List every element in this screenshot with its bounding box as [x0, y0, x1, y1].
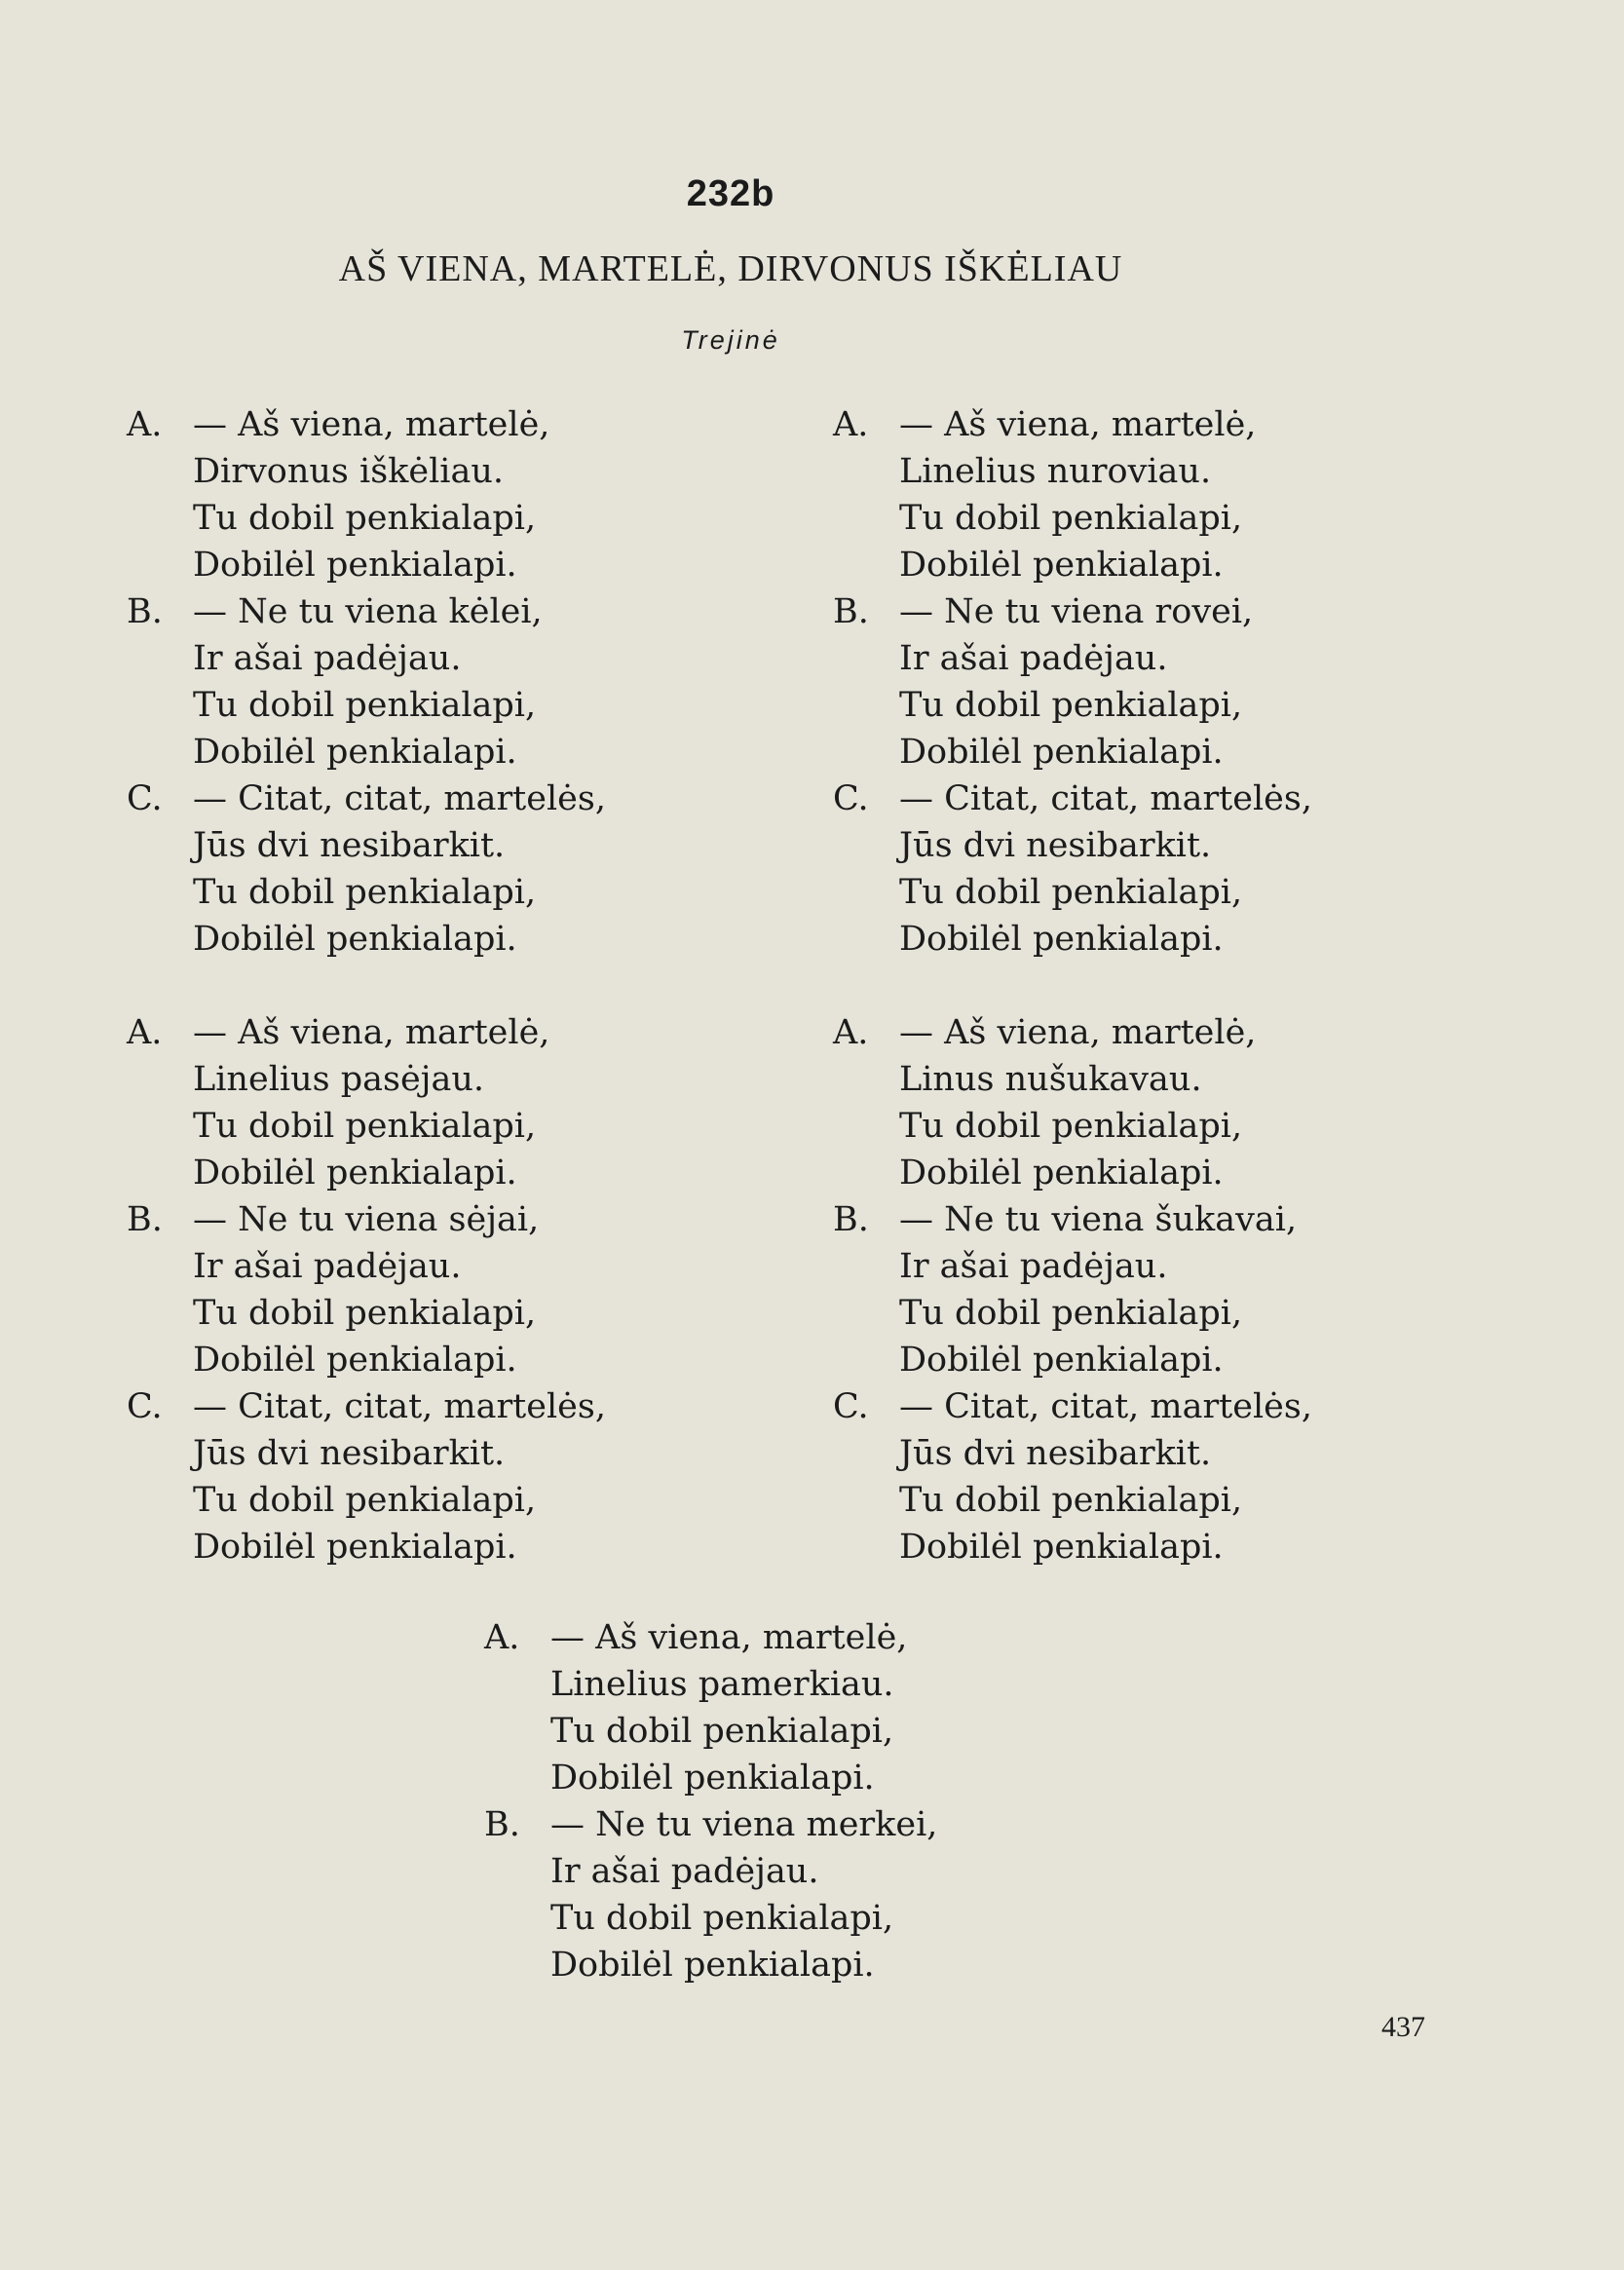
verse [484, 1801, 1186, 1988]
verse-line: Dobilėl penkialapi. [899, 1528, 1224, 1567]
verse-line-text: — Citat, citat, martelės, [193, 1387, 606, 1426]
verse-line: Dobilėl penkialapi. [193, 1154, 517, 1192]
speaker-label: C. [833, 1387, 869, 1426]
verse-line: Ir ašai padėjau. [193, 639, 462, 678]
speaker-label: C. [127, 1387, 163, 1426]
speaker-label: C. [127, 779, 163, 818]
song-number: 232b [686, 173, 775, 214]
verse-line-text: — Ne tu viena merkei, [550, 1805, 938, 1844]
verse-line: Tu dobil penkialapi, [193, 499, 537, 538]
speaker-label: A. [833, 1013, 869, 1052]
verse [127, 401, 828, 588]
verse-first-line [127, 588, 828, 635]
verse-first-line [127, 776, 828, 822]
verse-line: Dobilėl penkialapi. [899, 1154, 1224, 1192]
verse-line: Jūs dvi nesibarkit. [899, 1434, 1212, 1473]
verse-line: Linelius nuroviau. [899, 452, 1212, 491]
verse-line-text: — Aš viena, martelė, [899, 405, 1257, 444]
verse-first-line [127, 1196, 828, 1243]
verse-line: Jūs dvi nesibarkit. [899, 826, 1212, 865]
song-subtitle: Trejinė [681, 325, 780, 355]
verse-line: Dobilėl penkialapi. [193, 733, 517, 772]
verse-line: Tu dobil penkialapi, [550, 1712, 894, 1751]
verse-line-text: — Aš viena, martelė, [193, 405, 550, 444]
verse-line: Linus nušukavau. [899, 1060, 1202, 1099]
verse-line: Dobilėl penkialapi. [550, 1946, 875, 1985]
verse-line: Dobilėl penkialapi. [899, 1341, 1224, 1380]
verse-line-text: — Ne tu viena rovei, [899, 592, 1254, 631]
verse-line-text: — Ne tu viena kėlei, [193, 592, 543, 631]
verse-line: Tu dobil penkialapi, [193, 686, 537, 725]
stanza [833, 1009, 1534, 1570]
verse-line-text: — Ne tu viena sėjai, [193, 1200, 540, 1239]
verse-line: Jūs dvi nesibarkit. [193, 826, 506, 865]
verse-line: Tu dobil penkialapi, [899, 1294, 1243, 1333]
verse-line: Dobilėl penkialapi. [193, 920, 517, 959]
verse-line: Dobilėl penkialapi. [899, 733, 1224, 772]
verse-line: Tu dobil penkialapi, [899, 1107, 1243, 1146]
stanza [833, 401, 1534, 963]
verse-line: Dirvonus iškėliau. [193, 452, 504, 491]
verse-line: Dobilėl penkialapi. [193, 546, 517, 585]
speaker-label: C. [833, 779, 869, 818]
verse-line: Tu dobil penkialapi, [899, 686, 1243, 725]
verse-line: Ir ašai padėjau. [899, 639, 1168, 678]
verse [484, 1614, 1186, 1801]
stanza [127, 1009, 828, 1570]
verse-line: Tu dobil penkialapi, [193, 1481, 537, 1520]
verse [127, 588, 828, 776]
verse-first-line [127, 1009, 828, 1056]
verse-first-line [127, 1383, 828, 1430]
verse-first-line [833, 1009, 1534, 1056]
verse-line-text: — Ne tu viena šukavai, [899, 1200, 1298, 1239]
verse-line: Dobilėl penkialapi. [899, 546, 1224, 585]
verse-line: Linelius pamerkiau. [550, 1665, 894, 1704]
speaker-label: A. [127, 1013, 163, 1052]
verse-first-line [127, 401, 828, 448]
verse [127, 1196, 828, 1383]
verse-first-line [484, 1614, 1186, 1661]
verse-line: Dobilėl penkialapi. [193, 1341, 517, 1380]
verse-line: Tu dobil penkialapi, [899, 499, 1243, 538]
verse [127, 1009, 828, 1196]
verse-first-line [833, 1383, 1534, 1430]
speaker-label: B. [484, 1805, 520, 1844]
song-title: AŠ VIENA, MARTELĖ, DIRVONUS IŠKĖLIAU [338, 248, 1123, 289]
verse-first-line [484, 1801, 1186, 1848]
verse-first-line [833, 776, 1534, 822]
verse [833, 401, 1534, 588]
verse [127, 1383, 828, 1570]
verse [833, 1009, 1534, 1196]
verse-line: Tu dobil penkialapi, [899, 1481, 1243, 1520]
verse-line-text: — Citat, citat, martelės, [193, 779, 606, 818]
verse-line-text: — Citat, citat, martelės, [899, 779, 1312, 818]
verse-line: Dobilėl penkialapi. [193, 1528, 517, 1567]
page-number: 437 [1381, 2011, 1425, 2043]
stanza [127, 401, 828, 963]
verse-line-text: — Aš viena, martelė, [193, 1013, 550, 1052]
speaker-label: B. [127, 1200, 163, 1239]
speaker-label: B. [127, 592, 163, 631]
verse-line-text: — Citat, citat, martelės, [899, 1387, 1312, 1426]
verse [833, 1196, 1534, 1383]
speaker-label: B. [833, 1200, 869, 1239]
verse-first-line [833, 401, 1534, 448]
verse-line: Ir ašai padėjau. [193, 1247, 462, 1286]
verse [833, 776, 1534, 963]
speaker-label: A. [127, 405, 163, 444]
verse-first-line [833, 588, 1534, 635]
verse-line: Tu dobil penkialapi, [193, 1107, 537, 1146]
verse-line: Ir ašai padėjau. [899, 1247, 1168, 1286]
verse-line: Tu dobil penkialapi, [193, 1294, 537, 1333]
verse-line-text: — Aš viena, martelė, [899, 1013, 1257, 1052]
verse-line: Dobilėl penkialapi. [899, 920, 1224, 959]
verse [833, 1383, 1534, 1570]
verse [127, 776, 828, 963]
verse-line: Ir ašai padėjau. [550, 1852, 819, 1891]
speaker-label: A. [833, 405, 869, 444]
verse-line: Dobilėl penkialapi. [550, 1759, 875, 1797]
verse-line: Tu dobil penkialapi, [193, 873, 537, 912]
verse-line-text: — Aš viena, martelė, [550, 1618, 908, 1657]
stanza [484, 1614, 1186, 1988]
verse-line: Tu dobil penkialapi, [899, 873, 1243, 912]
verse [833, 588, 1534, 776]
verse-line: Linelius pasėjau. [193, 1060, 485, 1099]
verse-line: Tu dobil penkialapi, [550, 1899, 894, 1938]
speaker-label: A. [484, 1618, 520, 1657]
speaker-label: B. [833, 592, 869, 631]
verse-first-line [833, 1196, 1534, 1243]
verse-line: Jūs dvi nesibarkit. [193, 1434, 506, 1473]
